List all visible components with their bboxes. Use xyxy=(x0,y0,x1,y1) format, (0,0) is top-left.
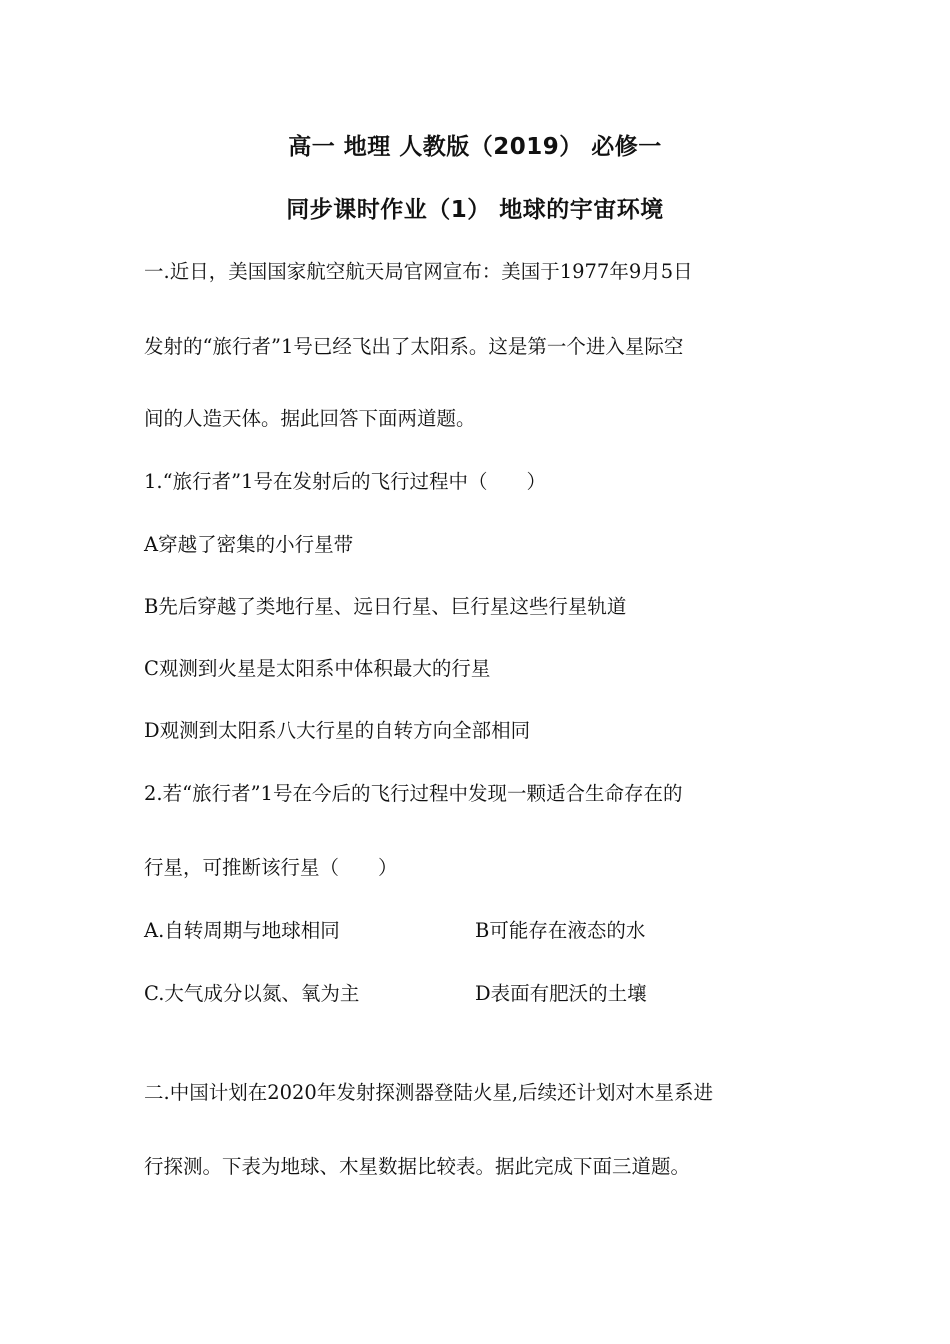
section2-intro-line-2: 行探测。下表为地球、木星数据比较表。据此完成下面三道题。 xyxy=(144,1155,691,1178)
question-2-option-d: D表面有肥沃的土壤 xyxy=(475,982,647,1005)
section1-intro-line-1: 一.近日，美国国家航空航天局官网宣布：美国于1977年9月5日 xyxy=(144,260,693,283)
section1-intro-line-2: 发射的“旅行者”1号已经飞出了太阳系。这是第一个进入星际空 xyxy=(144,335,684,358)
question-2-stem-line-1: 2.若“旅行者”1号在今后的飞行过程中发现一颗适合生命存在的 xyxy=(144,782,683,805)
section2-intro-line-1: 二.中国计划在2020年发射探测器登陆火星,后续还计划对木星系进 xyxy=(144,1081,714,1104)
question-2-option-b: B可能存在液态的水 xyxy=(475,919,646,942)
question-1-option-c: C观测到火星是太阳系中体积最大的行星 xyxy=(144,657,491,680)
question-1-stem: 1.“旅行者”1号在发射后的飞行过程中（ ） xyxy=(144,470,546,493)
section1-intro-line-3: 间的人造天体。据此回答下面两道题。 xyxy=(144,407,476,430)
question-2-stem-line-2: 行星，可推断该行星（ ） xyxy=(144,856,398,879)
question-2-option-a: A.自转周期与地球相同 xyxy=(144,919,340,942)
document-title: 高一 地理 人教版（2019） 必修一 xyxy=(288,134,662,160)
question-2-option-c: C.大气成分以氮、氧为主 xyxy=(144,982,360,1005)
question-1-option-b: B先后穿越了类地行星、远日行星、巨行星这些行星轨道 xyxy=(144,595,627,618)
document-subtitle: 同步课时作业（1） 地球的宇宙环境 xyxy=(286,197,664,223)
question-1-option-a: A穿越了密集的小行星带 xyxy=(144,533,354,556)
question-1-option-d: D观测到太阳系八大行星的自转方向全部相同 xyxy=(144,719,531,742)
